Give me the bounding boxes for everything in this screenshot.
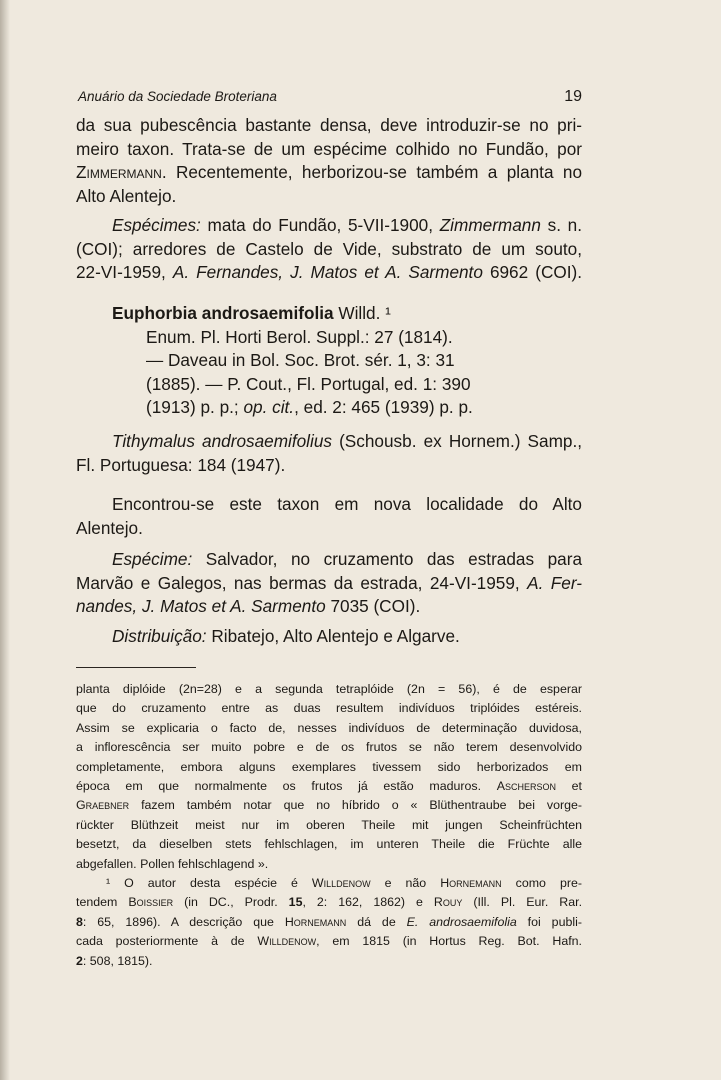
volume-number: 2	[76, 953, 83, 968]
text-line	[76, 572, 582, 596]
author-name: Boissier	[128, 895, 174, 910]
text-span: mata do Fundão, 5-VII-1900,	[200, 215, 440, 235]
footnote-line	[76, 952, 582, 971]
author-name: Ascherson	[496, 779, 556, 794]
footnote-line: a inflorescência ser muito pobre e de os frutos se não terem desenvolvido	[76, 740, 582, 755]
text-span: 6962 (COI).	[482, 262, 582, 283]
text-span: Salvador, no cruzamento das estradas para	[192, 549, 582, 569]
author-name: Willdenow	[311, 876, 371, 891]
text-line	[76, 261, 582, 285]
text-span: época em que normalmente os frutos já estão maduros.	[76, 779, 497, 794]
citation-line: Enum. Pl. Horti Berol. Suppl.: 27 (1814).	[146, 326, 453, 347]
text-span: 7035 (COI).	[325, 596, 421, 617]
text-span: e não	[370, 876, 441, 891]
page-gutter-shadow	[0, 0, 10, 1080]
text-line	[76, 595, 582, 619]
text-span: . Recentemente, herborizou-se também a planta no	[161, 162, 582, 183]
author-name: Hornemann	[440, 876, 502, 891]
text-span: fazem também notar que no híbrido o « Blüthentraube bei vorge-	[129, 798, 582, 813]
collector-names: A. Fernandes, J. Matos et A. Sarmento	[172, 262, 483, 283]
text-line: Alto Alentejo.	[76, 185, 177, 206]
collector-names: nandes, J. Matos et A. Sarmento	[76, 596, 326, 617]
author-name: Rouy	[433, 895, 463, 910]
text-span: O autor desta espécie é	[110, 876, 312, 891]
footnote-marker: ¹	[106, 876, 111, 891]
taxon-author: Willd. ¹	[333, 303, 391, 323]
volume-number: 15	[288, 895, 303, 910]
paragraph-specimens	[76, 214, 582, 285]
footnote-line	[76, 932, 582, 951]
species-name: E. androsaemifolia	[406, 914, 517, 929]
text-line: meiro taxon. Trata-se de um espécime colhido no Fundão, por	[76, 138, 582, 159]
collector-name: Zimmermann	[76, 162, 162, 183]
text-span: 22-VI-1959,	[76, 262, 173, 283]
footnote-line: Assim se explicaria o facto de, nesses indivíduos de determinação duvidosa,	[76, 720, 582, 735]
author-name: Hornemann	[284, 914, 347, 929]
footnote-rule	[76, 667, 196, 668]
text-span: : 65, 1896). A descrição que	[82, 914, 285, 929]
footnote-line	[76, 777, 582, 796]
citation-line: (1885). — P. Cout., Fl. Portugal, ed. 1: 390	[146, 373, 471, 394]
text-span: , ed. 2: 465 (1939) p. p.	[294, 397, 473, 418]
paragraph-locality	[76, 493, 582, 540]
text-span: cada posteriormente à de	[76, 934, 258, 949]
text-span: foi publi-	[516, 914, 582, 929]
text-span: dá de	[346, 914, 407, 929]
author-name: Graebner	[76, 798, 130, 813]
collector-names: A. Fer-	[527, 572, 582, 593]
text-span: Ribatejo, Alto Alentejo e Algarve.	[206, 626, 460, 646]
text-span: et	[555, 779, 582, 794]
text-line: Fl. Portuguesa: 184 (1947).	[76, 454, 286, 475]
text-span: , em 1815 (in Hortus Reg. Bot. Hafn.	[316, 934, 582, 949]
text-line	[76, 548, 582, 572]
footnote-line: abgefallen. Pollen fehlschlagend ».	[76, 856, 269, 871]
synonym-name: Tithymalus androsaemifolius	[112, 431, 332, 451]
taxon-name: Euphorbia androsaemifolia	[112, 303, 334, 323]
text-line: Alentejo.	[76, 517, 143, 538]
text-span: (in DC., Prodr.	[173, 895, 289, 910]
running-title: Anuário da Sociedade Broteriana	[78, 89, 277, 104]
footnote-line: planta diplóide (2n=28) e a segunda tetraplóide (2n = 56), é de esperar	[76, 682, 582, 696]
text-span: (1913) p. p.;	[146, 397, 244, 418]
text-line	[76, 161, 582, 185]
paragraph-intro	[76, 114, 582, 208]
paragraph-distribution	[76, 625, 582, 649]
text-span: (Ill. Pl. Eur. Rar.	[462, 895, 583, 910]
text-line: da sua pubescência bastante densa, deve introduzir-se no pri-	[76, 115, 582, 135]
page-number: 19	[564, 88, 582, 105]
footnote-line: besetzt, da dieselben stets fehlschlagen, im unteren Theile die Früchte alle	[76, 837, 582, 852]
text-line	[76, 625, 582, 649]
volume-number: 8	[76, 914, 83, 929]
text-span: como pre-	[501, 876, 582, 891]
footnote-line: que do cruzamento entre as duas resultem indivíduos triplóides estéreis.	[76, 701, 582, 716]
text-span: s. n.	[540, 215, 582, 235]
text-line: (COI); arredores de Castelo de Vide, substrato de um souto,	[76, 238, 582, 259]
citation-line	[76, 396, 582, 420]
text-span: , 2: 162, 1862) e	[302, 895, 434, 910]
taxon-heading	[76, 302, 582, 326]
text-span: op. cit.	[243, 397, 295, 418]
page-header	[78, 88, 582, 106]
text-span: (Schousb. ex Hornem.) Samp.,	[331, 431, 583, 451]
text-line: Encontrou-se este taxon em nova localidade do Alto	[112, 494, 582, 514]
footnotes	[76, 680, 582, 971]
distribution-label: Distribuição:	[112, 626, 207, 646]
text-span: Marvão e Galegos, nas bermas da estrada, 24-VI-1959,	[76, 572, 528, 593]
text-span: tendem	[76, 895, 129, 910]
footnote-line	[76, 893, 582, 912]
footnote-line	[76, 796, 582, 815]
collector-name: Zimmermann	[439, 215, 541, 235]
footnote-line	[76, 874, 582, 893]
paragraph-specimen	[76, 548, 582, 619]
citation-line: — Daveau in Bol. Soc. Brot. sér. 1, 3: 31	[146, 350, 455, 371]
footnote-line: rückter Blüthzeit meist nur im oberen Theile mit jungen Scheinfrüchten	[76, 817, 582, 832]
text-line	[76, 214, 582, 238]
synonym-entry	[76, 430, 582, 477]
taxon-entry	[76, 302, 582, 420]
footnote-line	[76, 913, 582, 932]
text-span: : 508, 1815).	[82, 953, 153, 968]
author-name: Willdenow	[257, 934, 317, 949]
specimens-label: Espécimes:	[112, 215, 201, 235]
text-line	[76, 430, 582, 454]
footnote-line: completamente, embora alguns exemplares tivessem sido herborizados em	[76, 759, 582, 774]
specimen-label: Espécime:	[112, 549, 193, 569]
